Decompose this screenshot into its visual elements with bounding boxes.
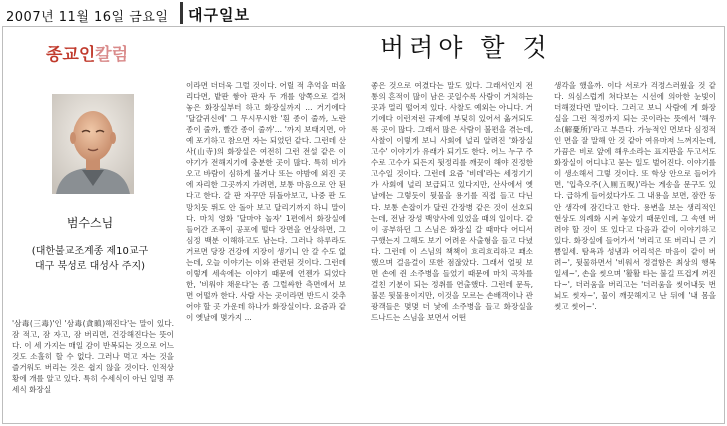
- author-name: 범수스님: [66, 216, 114, 230]
- author-affiliation: [20, 244, 160, 274]
- publication-date: 2007년 11월 16일 금요일: [6, 10, 169, 25]
- article-headline: 버려야 할 것: [380, 33, 552, 62]
- column-1-text: '삼毒(三毒)'인 '삼毒(貪瞋)해진다'는 말이 있다. 잠 적고, 잠 자고, 잠 버리면, 건강해진다는 뜻이다. 이 세 가지는 매일 감이 반복되는 것으로 어느 것도 소홀히 할 수 없다. 그러나 먹고 자는 것을 즐거워도 버리는 것은 쉽지 않을 것이다. 인적상황에 개를 알고 있다. 특히 수세식이 아닌 일명 푸세식 화장실: [12, 319, 174, 395]
- article-column-1: [12, 318, 174, 422]
- article-column-2: [186, 80, 346, 422]
- affiliation-line-1: (대한불교조계종 제10교구: [31, 246, 149, 257]
- article-column-3: [371, 80, 533, 422]
- column-2-text: 이라면 더더욱 그럴 것이다. 어릴 적 추억을 떠올리다면, 밭판 쌓아 판자 두 개를 양쪽으로 걸쳐 놓은 화장실부터 하고 화장실까지 ... 거기에다 '달걀귀신에' 그 무시무시한 '흰 종이 줄까, 노란 종이 줄까, 빨간 종이 줄까'... '까지 보태지면, 아예 포기하고 참으면 자는 되었던 같다. 그런데 산사(山寺)의 화장실은 여전히 그런 전설 같은 이야기가 전해지기에 충분한 곳이 많다. 특히 비가 오고 바람이 심하게 불거나 또는 야밤에 외진 곳에 자리한 그곳까지 가려면, 보통 마음으로 안 된다고 한다. 갈 판 자꾸만 뒤돌아보고, 나중 판 도망치듯 뛰도 안 돌아 보고 달리기까지 하니 말이다. 마치 영화 '달마야 놀자' 1편에서 화장실에 들어간 조폭이 공포에 떨다 장면을 연상하면, 그 심정 백분 이해하고도 남는다. 그러나 하루라도 거르면 당장 건강에 지장이 생기니 안 갈 수도 없는데, 오늘 이야기는 이와 관련된 것이다. 그런데 이렇게 세속에는 이야기 때문에 언젠가 되었다한, '비워야 채운다'는 좀 그럴싸한 측면에서 보면 어떨까 한다. 사람 사는 곳이라면 반드시 갖추어야 할 곳 가운데 하나가 화장실이다. 요즘과 같이 옛날에 몇가지 ...: [186, 81, 346, 322]
- header-divider: [180, 2, 183, 24]
- newspaper-name: 대구일보: [188, 6, 250, 24]
- column-name-part2: 칼럼: [95, 45, 129, 65]
- column-name-part1: 종교인: [46, 45, 96, 65]
- column-3-text: 좋은 것으로 여겼다는 말도 있다. 그래서인지 전통의 흔적이 많이 남은 곳일수록 사람이 거처하는 곳과 멀리 떨어져 있다. 사찰도 예외는 아니다. 거기에다 이런저런 규제에 부딪히 있어서 옮겨되도록 곳이 많다. 그래서 많은 사람이 불편을 겪는데, 사찰이 이렇게 보니 사회에 널리 알려진 '화장실 고수' 이야기가 유래가 되기도 한다. 어느 누구 주수로 고수가 되든지 뒷정리를 깨끗이 해야 진정한 고수일 것이다. 그런데 요즘 '비데'라는 세정기기가 사회에 널리 보급되고 있다지만, 산사에서 옛날에는 그렇듯이 뒷물을 용기를 직접 들고 다닌다. 보통 손잡이가 달린 간장병 같은 것이 선호되는데, 전남 장성 백양사에 있었을 때의 일이다. 같이 공부하던 그 스님은 화장실 갈 때마다 어디서 구했는지 그해도 보기 어려운 사출형을 들고 다녔다. 그런데 이 스님의 책책이 흐리흐리하고 꽤소했으며 걸음걸이 또한 점잖았다. 그래서 얼핏 보면 손에 쥔 소주병을 들었기 때문에 마치 곡차를 걸친 기분이 되는 정취를 연출했다. 그런데 문득, 불론 뒷물용이지만, 이것을 모르는 손배객이나 관광객들은 몇몇 더 낯에 소주병을 들고 화장실을 드나드는 스님을 보면서 어떤: [371, 81, 533, 322]
- author-photo: [52, 94, 134, 194]
- column-4-text: 생각을 했을까. 이다 서로가 걱정스러웠을 것 같다. 의심스럽게 쳐다보는 시선에 의아한 눈빛이 더해졌다면 말이다. 그러고 보니 사람에 게 화장실을 그런 적정까지 되는 곳이라는 뜻에서 '해우소(解憂所)'라고 부른다. 가능적인 면보다 심정적인 면을 잘 말해 안 것 같아 여유마저 느껴지는데, 가끔은 비로 앞에 해우소라는 표지판을 두고서도 화장실이 어디냐고 묻는 일도 벌어진다. 이야기를 이 생소해서 그렇 것이다. 또 학상 안으로 들어가면, '입측오주(入厠五呪)'라는 게송을 문구도 있다. 급하게 들어섰다가도 그 내용을 보면, 잠깐 동안 생각에 잠긴다고 한다. 용변을 보는 생리적인 현상도 의례화 시켜 놓았기 때문인데, 그 속엔 버려야 할 것이 또 있다고 다음과 같이 이야기하고 있다. 화장실에 들어가서 '버리고 또 버리니 큰 기쁨일세. 탐욕과 성냄과 어리석은 마음이 같이 버려~', 뒷물하면서 '비워서 정결함은 최상의 행복일세~', 손을 씻으며 '활활 타는 불길 뜨겁게 꺼진다~', 더러움을 버리고는 '더러움을 씻어내듯 번뇌도 씻자~', 물이 깨끗해지고 난 뒤에 '내 몸을 씻고 씻어~'.: [554, 81, 716, 311]
- article-column-4: [554, 80, 716, 422]
- affiliation-line-2: 대구 북성로 대성사 주지): [34, 261, 146, 272]
- column-name: [46, 40, 128, 65]
